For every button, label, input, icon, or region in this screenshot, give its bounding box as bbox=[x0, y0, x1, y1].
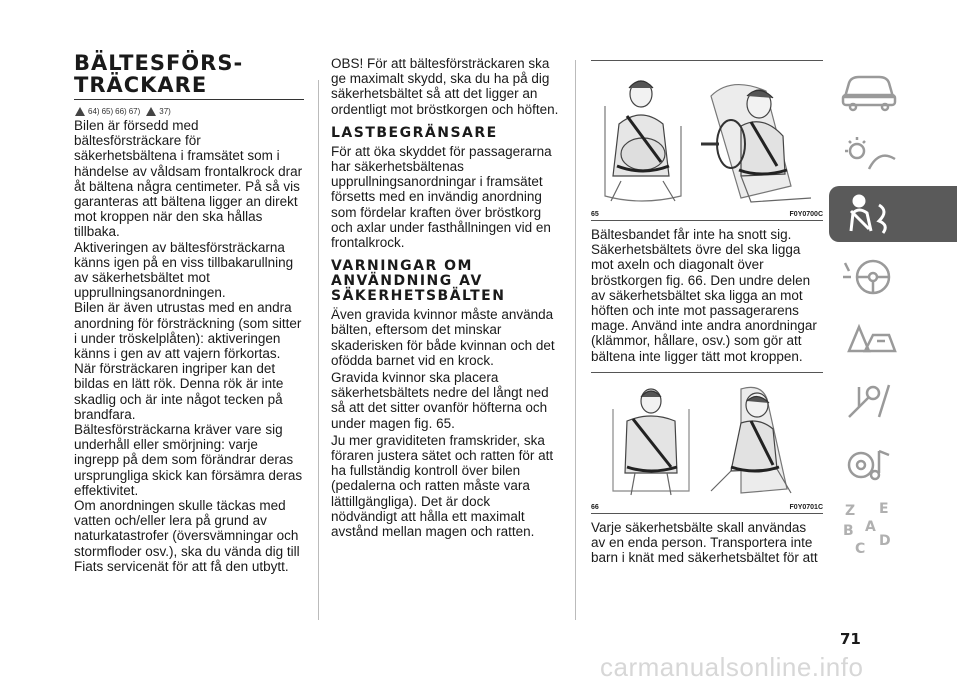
svg-text:Z: Z bbox=[845, 503, 856, 519]
paragraph: När försträckaren ingriper kan det bildas en lätt rök. Denna rök är inte skadlig och är inte något tecken på brandfara. bbox=[74, 361, 284, 422]
figure-caption bbox=[591, 504, 823, 514]
tab-emergency[interactable] bbox=[829, 310, 957, 366]
figure-code: F0Y0700C bbox=[789, 211, 823, 218]
ref-37: 37) bbox=[159, 106, 171, 116]
figure-top-rule bbox=[591, 60, 823, 61]
svg-text:D: D bbox=[879, 533, 891, 549]
dashboard-lights-icon bbox=[839, 129, 899, 175]
figure-number: 65 bbox=[591, 211, 599, 218]
warning-references bbox=[74, 104, 304, 118]
paragraph: För att öka skyddet för passagerarna har säkerhetsbältenas upprullningsanordningar i framsätet försetts med en invändig anordning som fördelar kraften över bröstkorg och axlar under fasthållningen vid en frontalkrock. bbox=[331, 143, 552, 251]
seatbelt-airbag-icon bbox=[839, 191, 899, 237]
ref-66: 66) bbox=[115, 106, 127, 116]
seated-man-seatbelt-illustration bbox=[591, 379, 823, 499]
paragraph: Varje säkerhetsbälte skall användas av en enda person. Transportera inte barn i knät med säkerhetsbältet för att bbox=[591, 519, 818, 566]
warning-triangle-icon bbox=[75, 107, 85, 116]
figure-65 bbox=[591, 66, 823, 221]
pregnant-woman-seatbelt-illustration bbox=[591, 66, 823, 206]
figure-caption bbox=[591, 211, 823, 221]
svg-text:B: B bbox=[843, 523, 854, 539]
tools-icon bbox=[839, 377, 899, 423]
column-divider bbox=[318, 80, 319, 620]
right-column bbox=[591, 66, 823, 565]
tab-index[interactable] bbox=[829, 496, 957, 562]
subheading-warnings: VARNINGAR OM ANVÄNDNING AV SÄKERHETSBÄLTEN bbox=[331, 258, 506, 305]
page-number: 71 bbox=[840, 630, 861, 648]
steering-wheel-icon bbox=[839, 253, 899, 299]
title-rule bbox=[74, 99, 304, 100]
multimedia-icon bbox=[839, 439, 899, 485]
ref-64: 64) bbox=[88, 106, 100, 116]
tab-driving[interactable] bbox=[829, 248, 957, 304]
figure-code: F0Y0701C bbox=[789, 503, 823, 511]
paragraph: Bilen är försedd med bältesförsträckare för säkerhetsbältena i framsätet som i händelse av våldsam frontalkrock drar åt bältena några centimeter. På så vis garanteras att bältena ligger an direkt mot kroppen när den ska hållas tillbaka. bbox=[74, 118, 303, 240]
ref-67: 67) bbox=[128, 106, 141, 116]
left-column bbox=[74, 52, 304, 574]
paragraph: Aktiveringen av bältesförsträckarna känns igen på en viss tillbakarullning av säkerhetsbältet mot upprullningsanordningen. bbox=[74, 239, 294, 301]
tab-dashboard[interactable] bbox=[829, 124, 957, 180]
paragraph: Om anordningen skulle täckas med vatten och/eller lera på grund av naturkatastrofer (översvämningar och stormfloder osv.), ska du vända dig till Fiats servicenät för att få den utbytt. bbox=[74, 498, 300, 574]
index-letters-icon bbox=[839, 501, 919, 559]
paragraph: Bältesbandet får inte ha snott sig. Säkerhetsbältets övre del ska ligga mot axeln och diagonalt över bröstkorgen fig. 66. Den undre delen av säkerhetsbältet ska ligga an mot höften och inte mot passagerarens mage. Använd inte andra anordningar (klämmor, hållare, osv.) som gör att bältena inte ligger tätt mot kroppen. bbox=[591, 227, 817, 364]
svg-text:E: E bbox=[879, 501, 889, 517]
paragraph: Gravida kvinnor ska placera säkerhetsbältets nedre del långt ned så att det sitter ovanför höfterna och under magen fig. 65. bbox=[331, 370, 549, 431]
paragraph: Även gravida kvinnor måste använda bälten, eftersom det minskar skaderisken för både kvinnan och det ofödda barnet vid en krock. bbox=[331, 307, 555, 368]
paragraph: Bältesförsträckarna kräver vare sig underhåll eller smörjning: varje ingrepp på dem som förändrar deras ursprungliga skick kan försämra deras effektivitet. bbox=[74, 422, 303, 498]
watermark: carmanualsonline.info bbox=[600, 652, 864, 682]
paragraph: Ju mer graviditeten framskrider, ska föraren justera sätet och ratten för att ha fullständig kontroll över bilen (pedalerna och ratten måste vara lättillgängliga). Det är dock nödvändigt att hålla ett maximalt avstånd mellan magen och ratten. bbox=[331, 432, 554, 540]
figure-66 bbox=[591, 372, 823, 514]
svg-text:A: A bbox=[865, 519, 876, 535]
warning-triangle-car-icon bbox=[839, 315, 899, 361]
subheading-load-limiter: LASTBEGRÄNSARE bbox=[331, 124, 498, 141]
intro-paragraph: OBS! För att bältesförsträckaren ska ge maximalt skydd, ska du ha på dig säkerhetsbältet så att det ligger an ordentligt mot bröstkorgen och höften. bbox=[331, 56, 559, 117]
section-title: BÄLTESFÖRS-TRÄCKARE bbox=[74, 51, 244, 97]
figure-number: 66 bbox=[591, 503, 599, 511]
paragraph: Bilen är även utrustas med en andra anordning för försträckning (som sitter i under tröskelplåten): aktiveringen känns i gen av att vajern förkortas. bbox=[74, 300, 302, 362]
ref-65: 65) bbox=[101, 106, 114, 116]
tab-maintenance[interactable] bbox=[829, 372, 957, 428]
caution-triangle-icon bbox=[146, 107, 156, 116]
car-icon bbox=[839, 67, 899, 113]
tab-car[interactable] bbox=[829, 62, 957, 118]
tab-safety[interactable] bbox=[829, 186, 957, 242]
svg-text:C: C bbox=[855, 541, 866, 557]
middle-column bbox=[331, 56, 559, 539]
tab-multimedia[interactable] bbox=[829, 434, 957, 490]
column-divider bbox=[575, 60, 576, 620]
